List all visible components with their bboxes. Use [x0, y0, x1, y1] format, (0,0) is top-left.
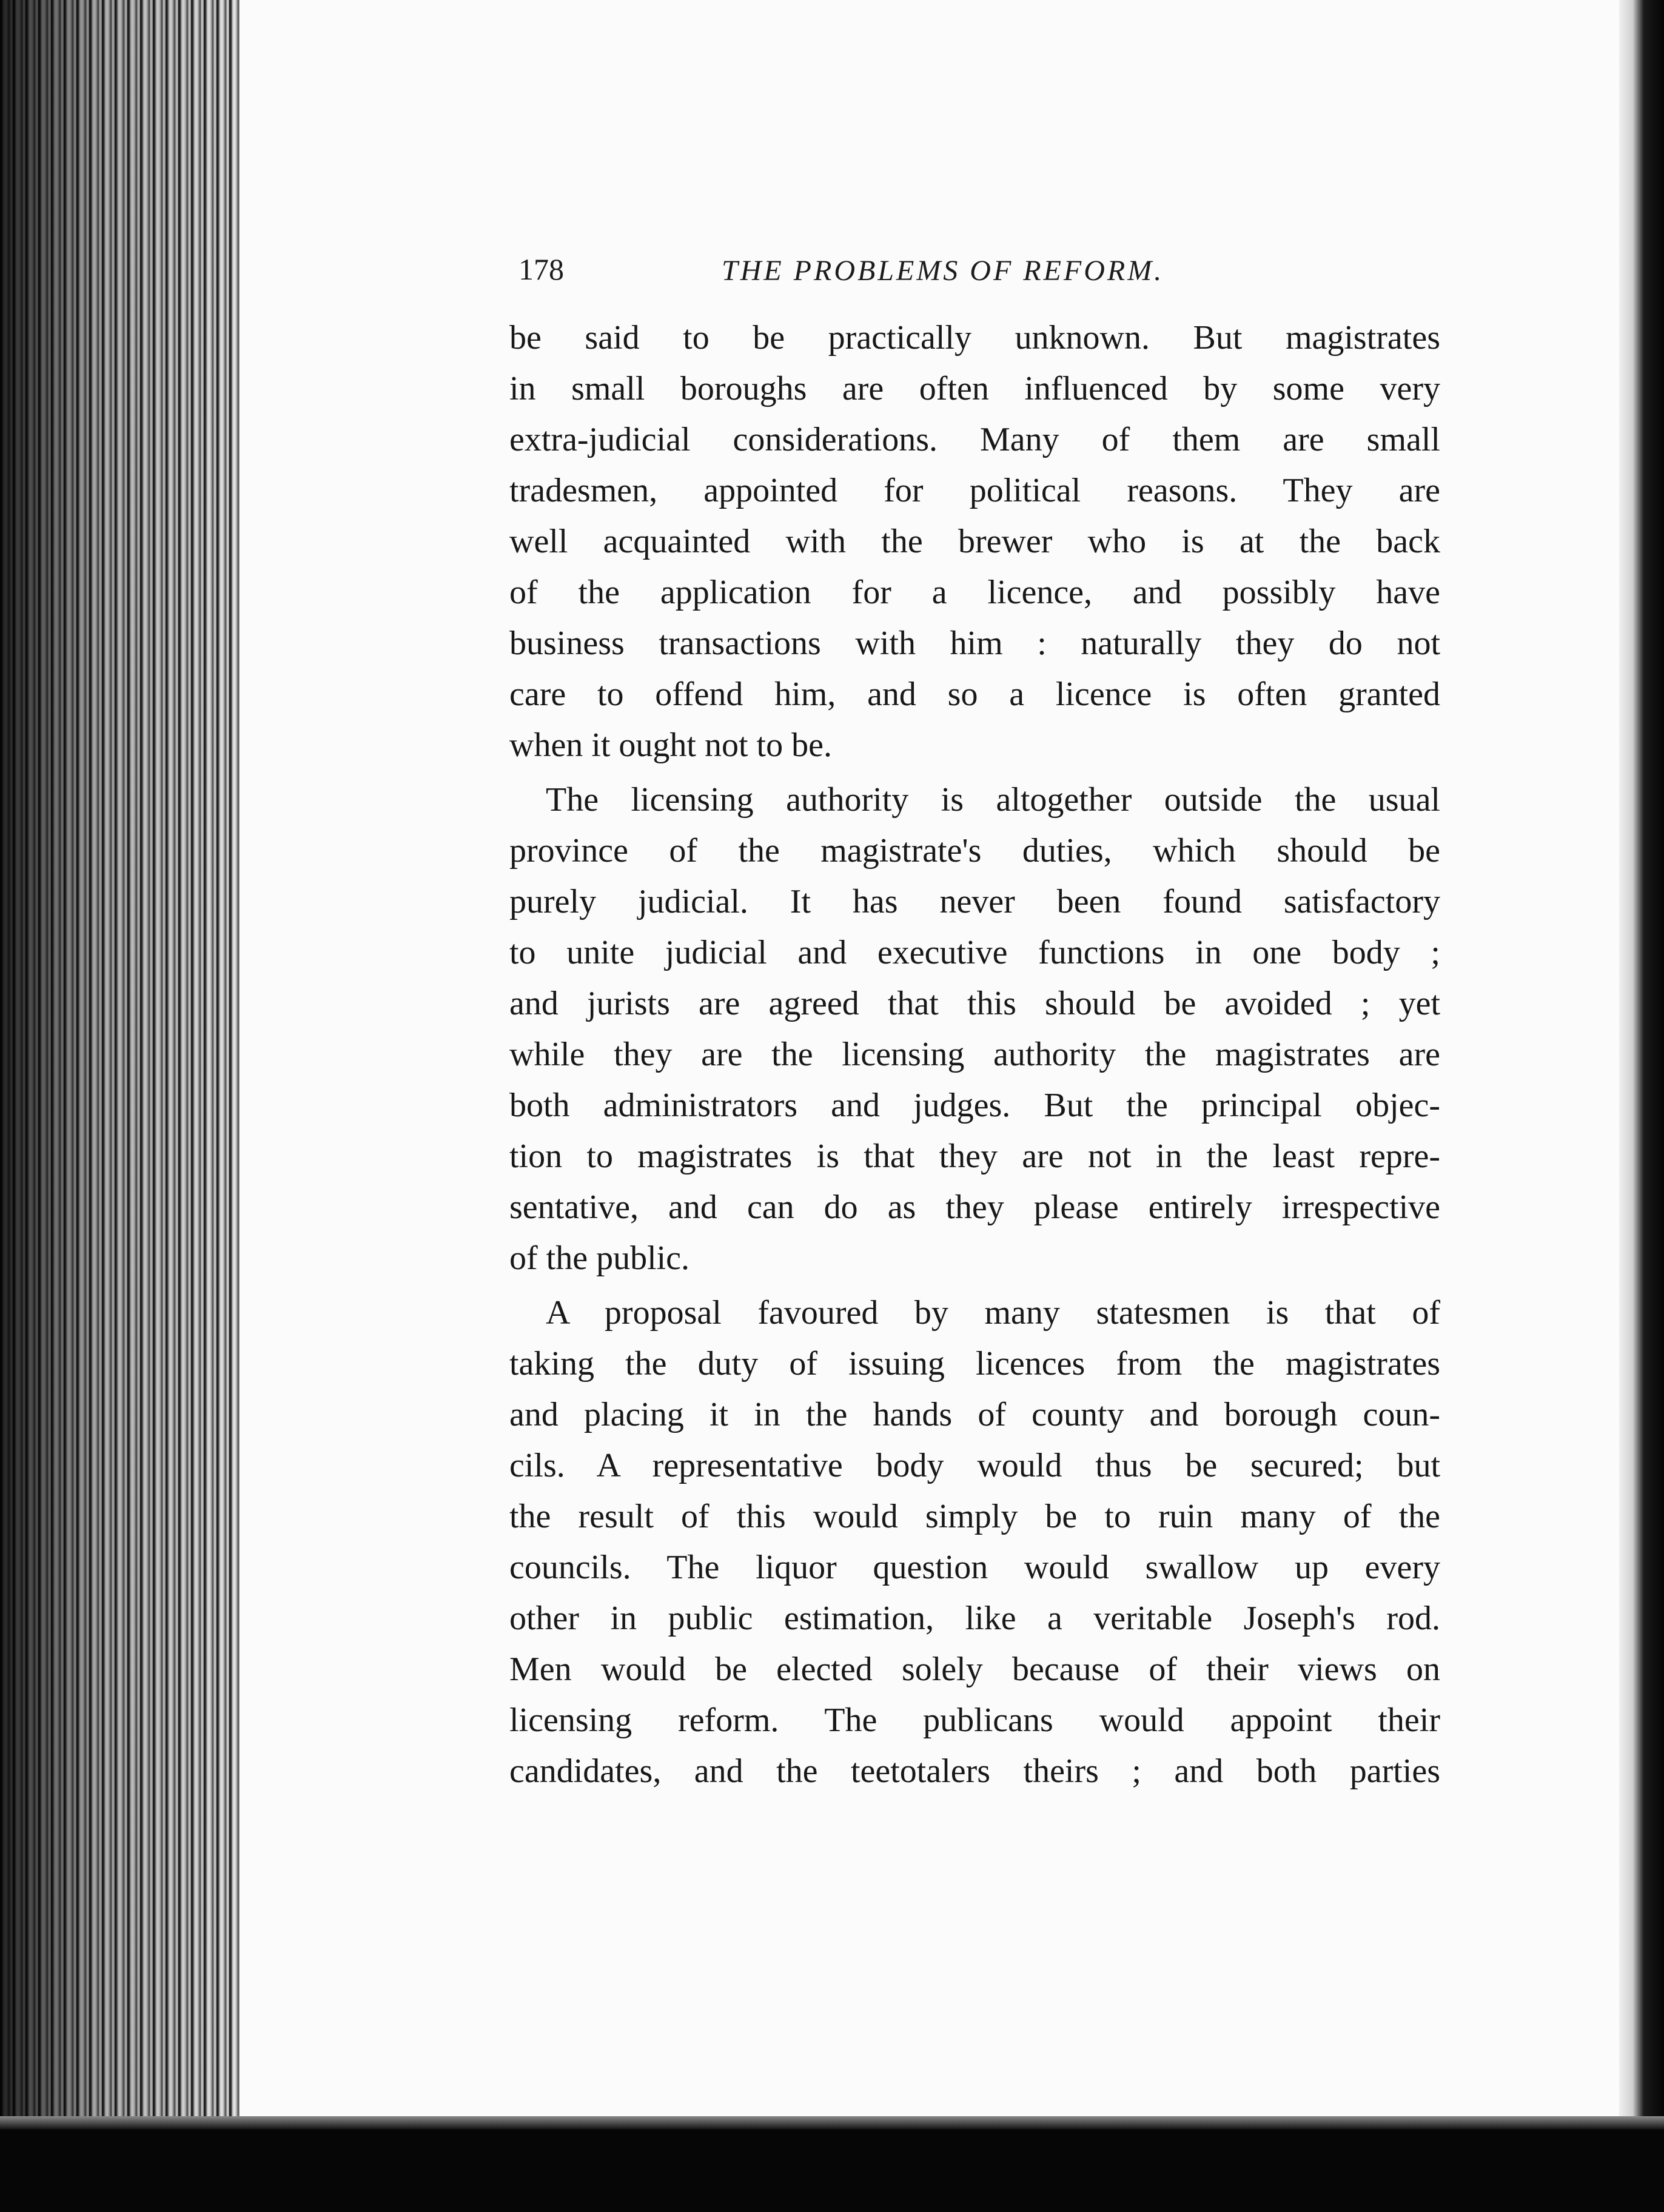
- right-gutter: [1619, 0, 1664, 2212]
- text-line: other in public estimation, like a veritable Joseph's rod.: [509, 1600, 1440, 1637]
- text-line: councils. The liquor question would swallow up every: [509, 1549, 1440, 1586]
- paragraph-3: [509, 1287, 1440, 1797]
- body-text: [509, 312, 1440, 1800]
- paragraph-2: [509, 774, 1440, 1284]
- text-line: while they are the licensing authority the magistrates are: [509, 1036, 1440, 1073]
- running-title: THE PROBLEMS OF REFORM.: [722, 255, 1164, 287]
- book-page-edges: [0, 0, 255, 2212]
- text-line: and placing it in the hands of county and borough coun-: [509, 1396, 1440, 1433]
- text-line: business transactions with him : naturally they do not: [509, 625, 1440, 662]
- text-line: licensing reform. The publicans would appoint their: [509, 1701, 1440, 1739]
- text-line: when it ought not to be.: [509, 726, 832, 764]
- text-line: sentative, and can do as they please entirely irrespective: [509, 1188, 1440, 1226]
- text-line: tradesmen, appointed for political reasons. They are: [509, 472, 1440, 509]
- text-line: well acquainted with the brewer who is at the back: [509, 523, 1440, 560]
- text-line: to unite judicial and executive functions in one body ;: [509, 934, 1440, 971]
- text-line: of the public.: [509, 1239, 690, 1277]
- text-line: province of the magistrate's duties, which should be: [509, 832, 1440, 870]
- running-head: [518, 252, 1252, 300]
- text-line: A proposal favoured by many statesmen is that of: [546, 1294, 1440, 1332]
- text-line: the result of this would simply be to ruin many of the: [509, 1498, 1440, 1535]
- text-line: in small boroughs are often influenced by some very: [509, 370, 1440, 407]
- text-line: cils. A representative body would thus be secured; but: [509, 1447, 1440, 1484]
- paragraph-1: [509, 312, 1440, 771]
- text-line: care to offend him, and so a licence is often granted: [509, 675, 1440, 713]
- text-line: candidates, and the teetotalers theirs ; and both parties: [509, 1752, 1440, 1790]
- text-line: be said to be practically unknown. But magistrates: [509, 319, 1440, 357]
- text-line: both administrators and judges. But the principal objec-: [509, 1087, 1440, 1124]
- text-line: The licensing authority is altogether outside the usual: [546, 781, 1440, 819]
- text-line: of the application for a licence, and possibly have: [509, 574, 1440, 611]
- bottom-scan-border: [0, 2116, 1664, 2212]
- text-line: tion to magistrates is that they are not in the least repre-: [509, 1138, 1440, 1175]
- text-line: taking the duty of issuing licences from the magistrates: [509, 1345, 1440, 1382]
- text-line: purely judicial. It has never been found satisfactory: [509, 883, 1440, 920]
- text-line: Men would be elected solely because of their views on: [509, 1651, 1440, 1688]
- text-line: extra-judicial considerations. Many of them are small: [509, 421, 1440, 458]
- text-line: and jurists are agreed that this should be avoided ; yet: [509, 985, 1440, 1022]
- page-number: 178: [518, 252, 564, 286]
